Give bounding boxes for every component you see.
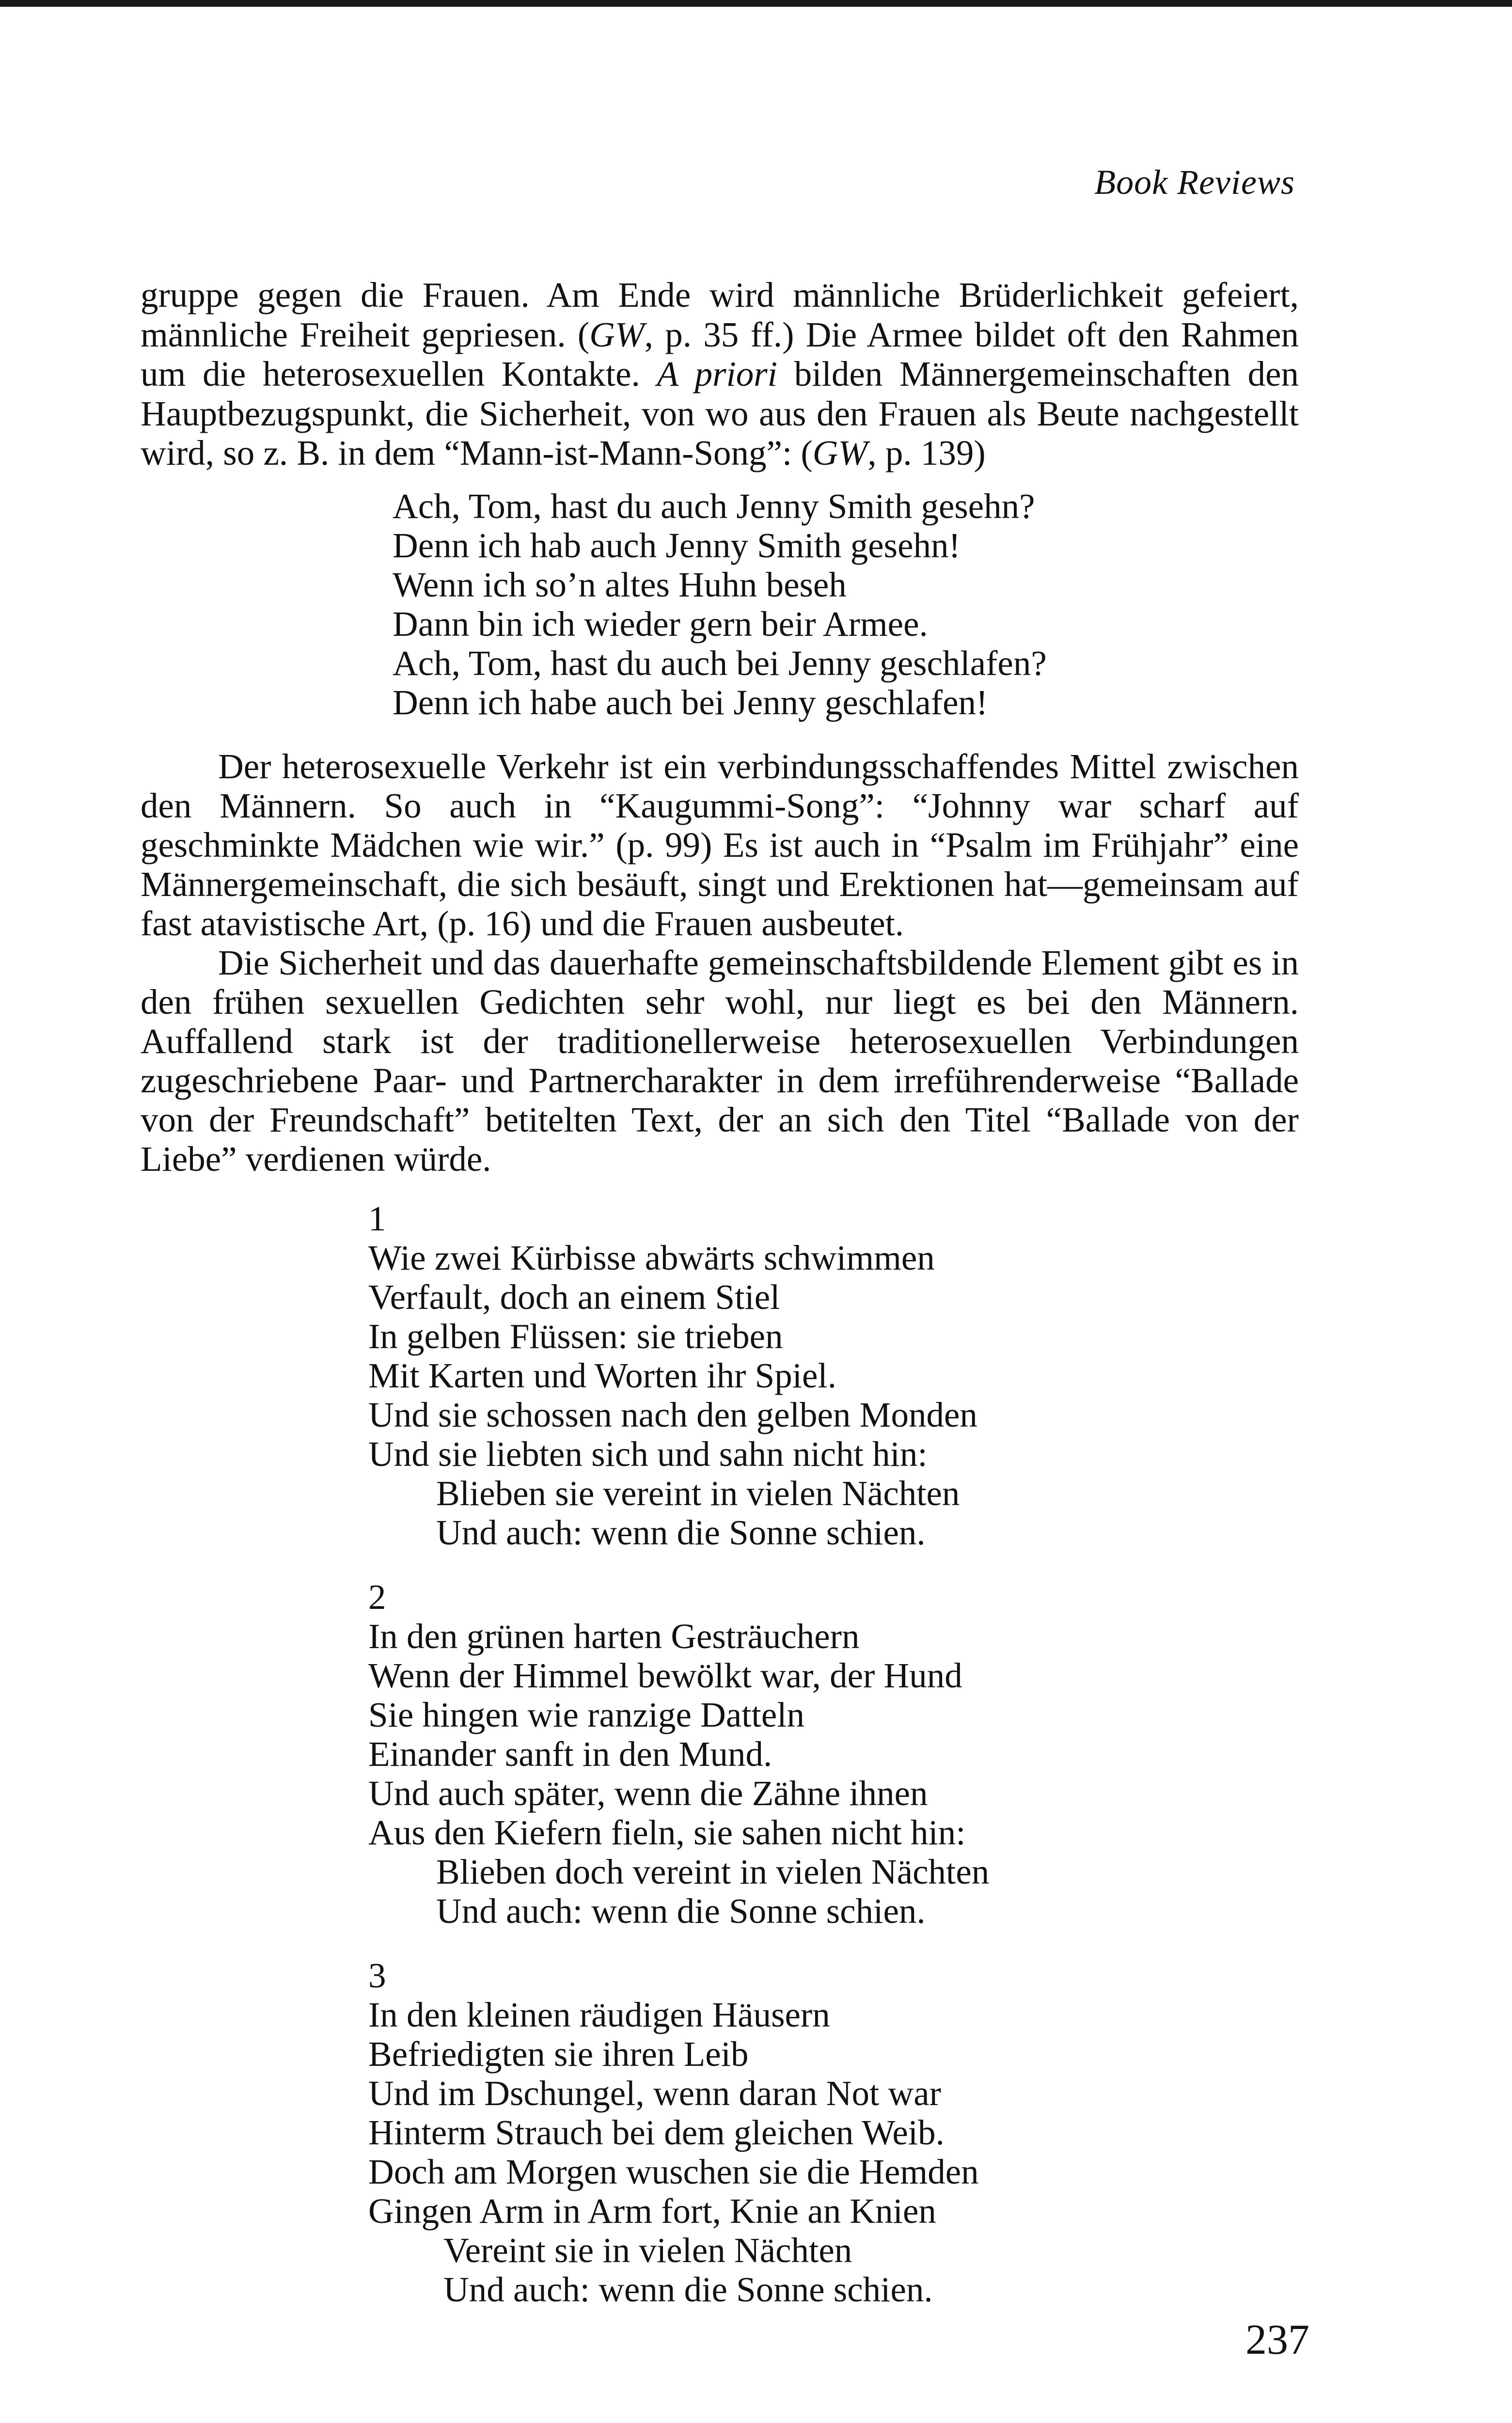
refrain-line: Und auch: wenn die Sonne schien. [443,2270,933,2309]
verse-line: Einander sanft in den Mund. [368,1734,772,1774]
paragraph-2: Der heterosexuelle Verkehr ist ein verbindungsschaffendes Mittel zwischen den Männern. So auch in “Kaugummi-Song”: “Johnny war scharf auf geschminkte Mädchen wie wir.” (p. 99) Es ist auch in “Psalm im Frühjahr” eine Männergemeinschaft, die sich besäuft, singt und Erektionen hat—gemeinsam auf fast atavistische Art, (p. 16) und die Frauen ausbeutet. [141,747,1299,943]
verse-line: In den grünen harten Gesträuchern [368,1617,860,1656]
verse-line: Und auch später, wenn die Zähne ihnen [368,1774,928,1813]
verse-line: Verfault, doch an einem Stiel [368,1277,780,1317]
verse-line: Und sie schossen nach den gelben Monden [368,1395,977,1434]
verse-line: Sie hingen wie ranzige Datteln [368,1695,805,1734]
verse-line: Doch am Morgen wuschen sie die Hemden [368,2152,979,2191]
stanza-2 [368,1577,989,1931]
stanza-number: 3 [368,1956,386,1995]
running-head: Book Reviews [1094,163,1295,202]
paragraph-1: gruppe gegen die Frauen. Am Ende wird männliche Brüderlichkeit gefeiert, männliche Freiheit gepriesen. (GW, p. 35 ff.) Die Armee bildet oft den Rahmen um die heterosexuellen Kontakte. A priori bilden Männergemeinschaften den Hauptbezugspunkt, die Sicherheit, von wo aus den Frauen als Beute nachgestellt wird, so z. B. in dem “Mann-ist-Mann-Song”: (GW, p. 139) [141,275,1299,472]
stanza-1 [368,1199,989,1552]
verse-line: Befriedigten sie ihren Leib [368,2034,749,2074]
verse-line: Aus den Kiefern fieln, sie sahen nicht hin: [368,1813,966,1852]
verse-line: Denn ich habe auch bei Jenny geschlafen! [393,683,988,722]
page-number: 237 [1245,2316,1309,2363]
refrain-line: Und auch: wenn die Sonne schien. [436,1513,926,1552]
song-quote [393,487,1047,722]
verse-line: Ach, Tom, hast du auch bei Jenny geschlafen? [393,644,1047,683]
verse-line: Gingen Arm in Arm fort, Knie an Knien [368,2191,936,2231]
verse-line: Wenn ich so’n altes Huhn beseh [393,565,847,604]
top-edge-rule [0,0,1512,7]
stanza-3 [368,1956,989,2309]
verse-line: Hinterm Strauch bei dem gleichen Weib. [368,2113,945,2152]
verse-line: Und sie liebten sich und sahn nicht hin: [368,1434,928,1474]
refrain-line: Vereint sie in vielen Nächten [443,2231,852,2270]
opening-paragraph [141,275,1299,473]
verse-line: Ach, Tom, hast du auch Jenny Smith gesehn? [393,487,1035,526]
middle-paragraphs [141,747,1299,1179]
verse-line: Wie zwei Kürbisse abwärts schwimmen [368,1238,935,1277]
verse-line: Wenn der Himmel bewölkt war, der Hund [368,1656,962,1695]
refrain-line: Blieben sie vereint in vielen Nächten [436,1474,960,1513]
refrain-line: Blieben doch vereint in vielen Nächten [436,1852,990,1891]
verse-line: Und im Dschungel, wenn daran Not war [368,2074,941,2113]
refrain-line: Und auch: wenn die Sonne schien. [436,1891,926,1931]
verse-line: Dann bin ich wieder gern beir Armee. [393,604,928,644]
verse-line: In den kleinen räudigen Häusern [368,1995,830,2034]
ballad-quote [368,1199,989,2334]
verse-line: In gelben Flüssen: sie trieben [368,1317,783,1356]
stanza-number: 1 [368,1199,386,1238]
verse-line: Mit Karten und Worten ihr Spiel. [368,1356,836,1395]
stanza-number: 2 [368,1577,386,1617]
paragraph-3: Die Sicherheit und das dauerhafte gemeinschaftsbildende Element gibt es in den frühen sexuellen Gedichten sehr wohl, nur liegt es bei den Männern. Auffallend stark ist der traditionellerweise heterosexuellen Verbindungen zugeschriebene Paar- und Partnercharakter in dem irreführenderweise “Ballade von der Freundschaft” betitelten Text, der an sich den Titel “Ballade von der Liebe” verdienen würde. [141,943,1299,1179]
verse-line: Denn ich hab auch Jenny Smith gesehn! [393,526,961,565]
